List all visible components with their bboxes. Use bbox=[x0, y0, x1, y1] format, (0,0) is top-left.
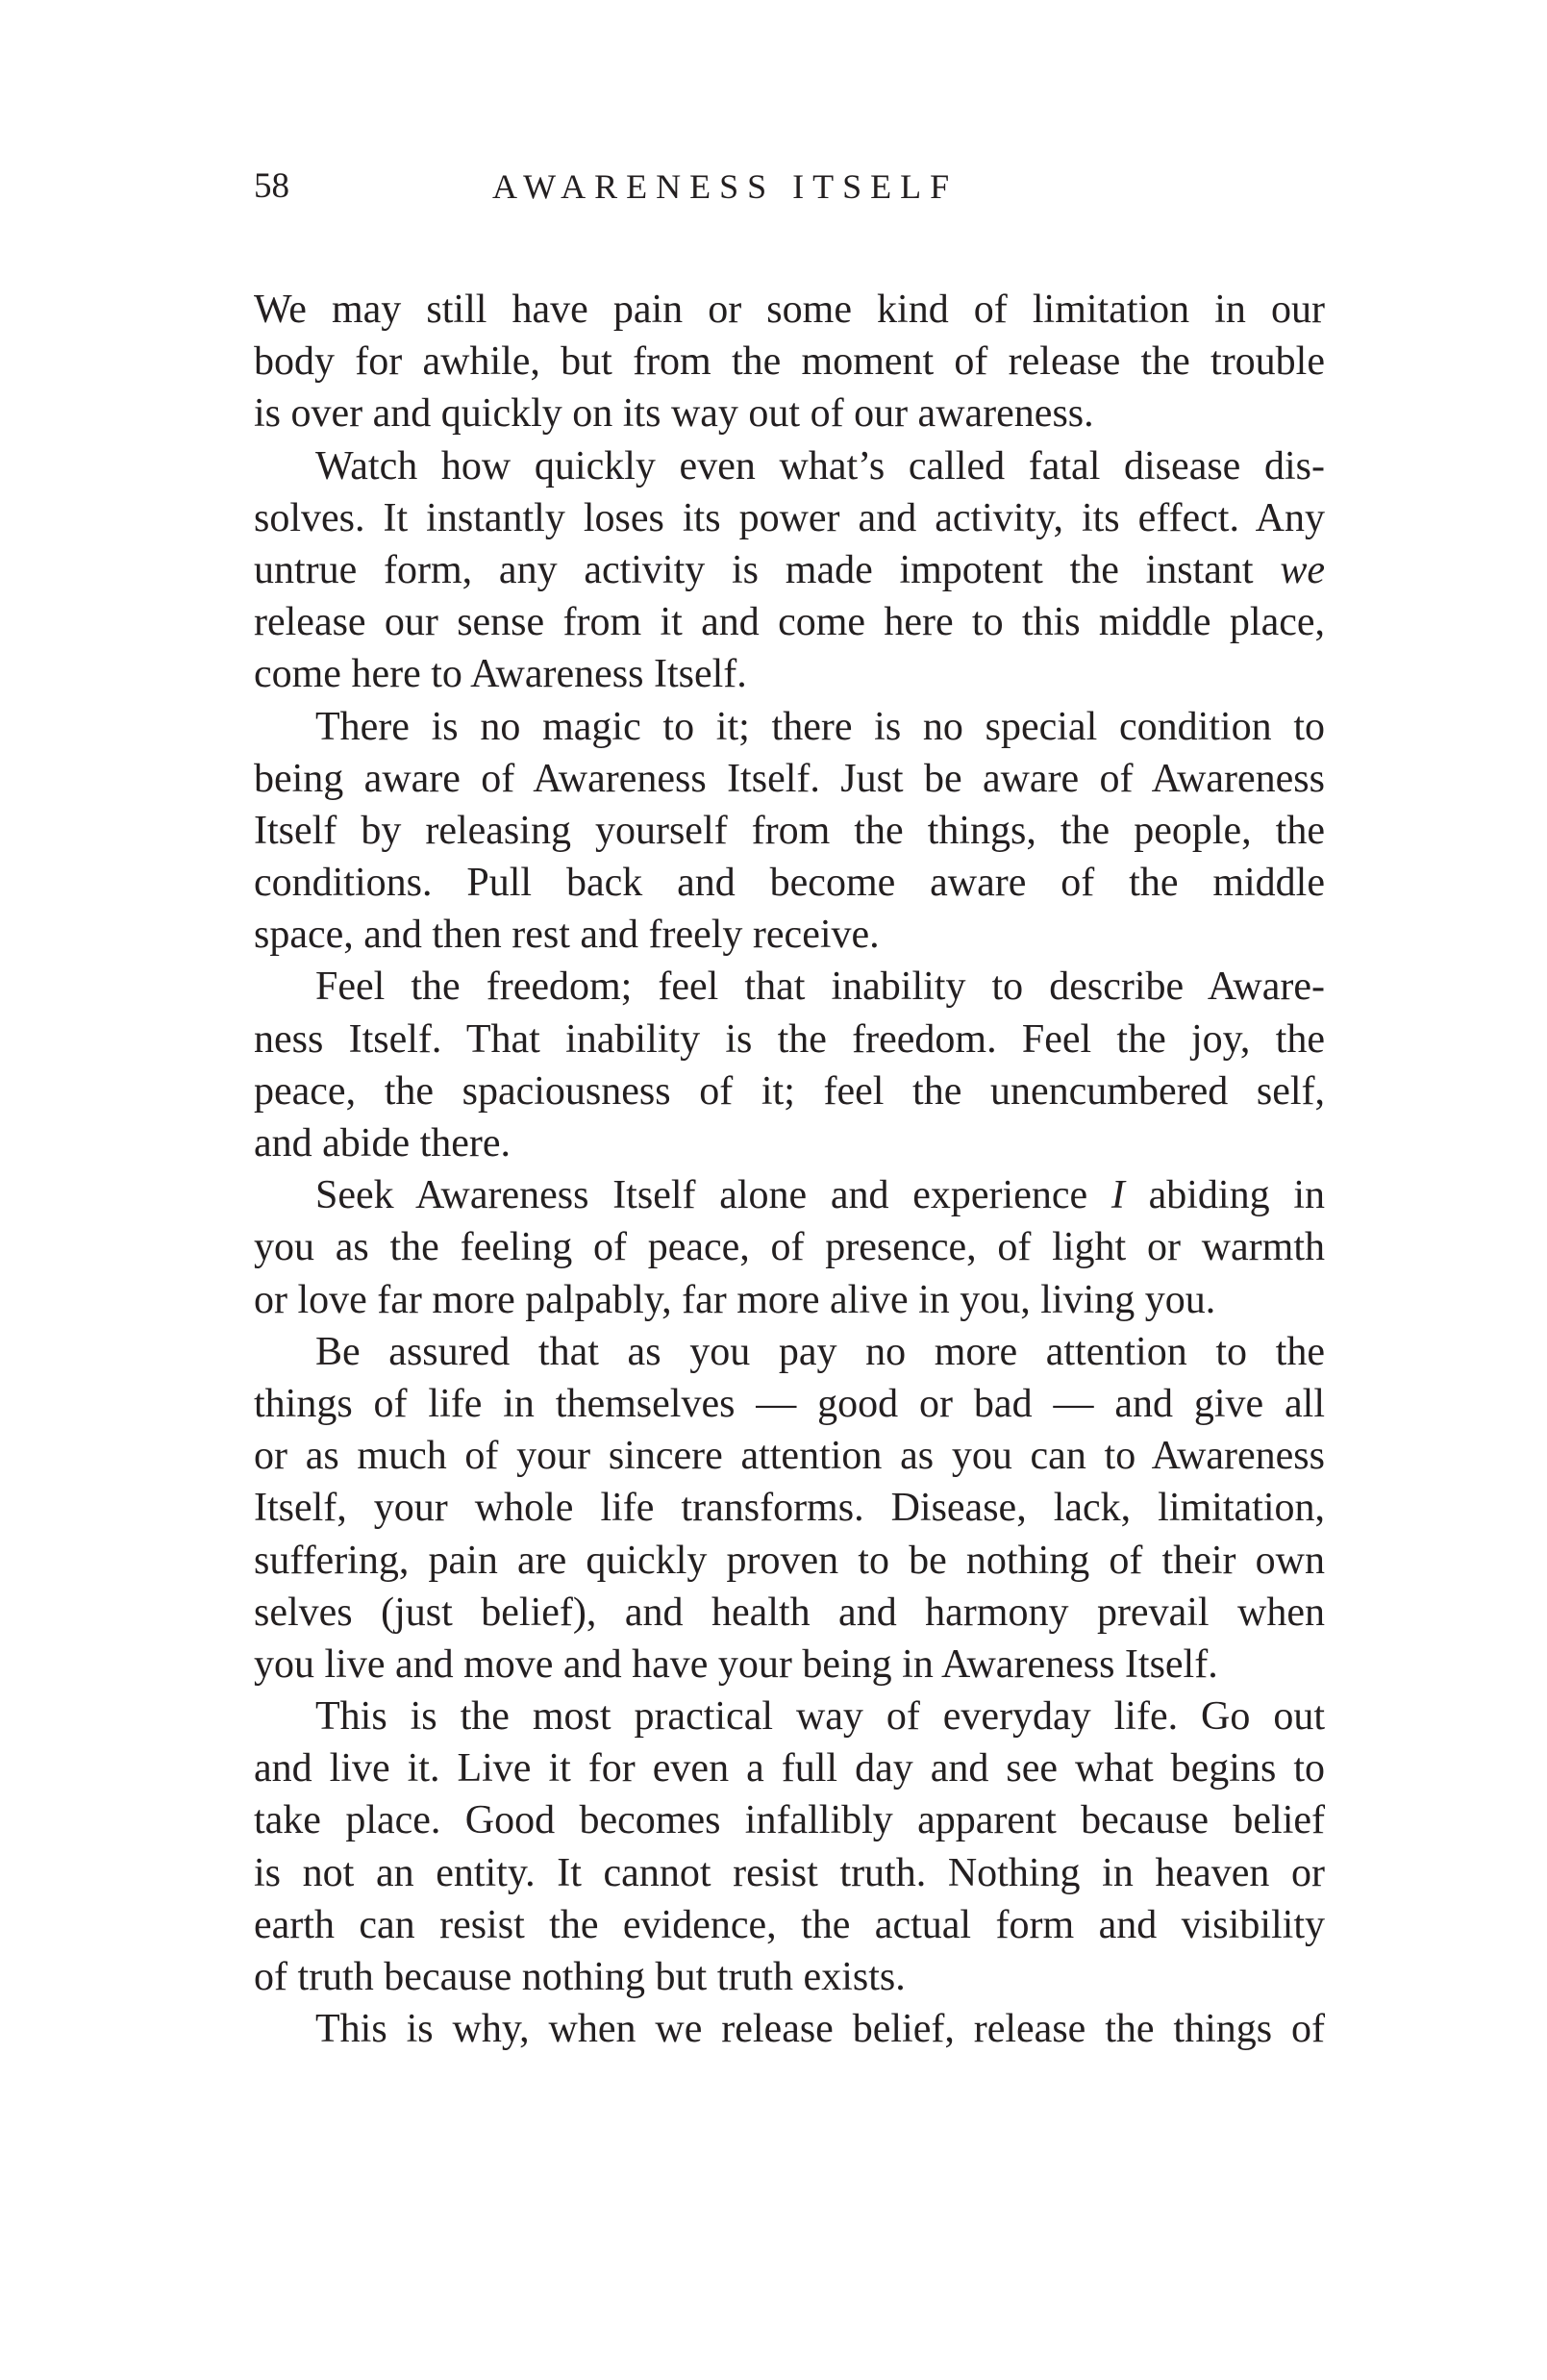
text-segment: space, and then rest and freely receive. bbox=[254, 913, 880, 958]
text-line bbox=[254, 596, 1325, 648]
text-line bbox=[254, 1482, 1325, 1534]
text-line bbox=[254, 1951, 1325, 2003]
text-segment: is not an entity. It cannot resist truth. Nothing in heaven or bbox=[254, 1850, 1325, 1895]
text-segment: body for awhile, but from the moment of release the trouble bbox=[254, 339, 1325, 385]
text-line bbox=[254, 544, 1325, 596]
text-segment: solves. It instantly loses its power and activity, its effect. Any bbox=[254, 495, 1325, 540]
text-segment: come here to Awareness Itself. bbox=[254, 652, 747, 697]
text-segment: and abide there. bbox=[254, 1121, 512, 1165]
text-segment: ness Itself. That inability is the freedom. Feel the joy, the bbox=[254, 1016, 1325, 1062]
paragraph-first-line bbox=[254, 961, 1325, 1013]
text-segment: take place. Good becomes infallibly apparent because belief bbox=[254, 1798, 1325, 1843]
text-segment: earth can resist the evidence, the actual form and visibility bbox=[254, 1902, 1325, 1947]
text-segment: you as the feeling of peace, of presence, of light or warmth bbox=[254, 1225, 1325, 1270]
text-segment: conditions. Pull back and become aware of the middle bbox=[254, 861, 1325, 906]
body-text bbox=[254, 284, 1325, 2055]
running-head bbox=[254, 165, 1331, 208]
paragraph-first-line bbox=[254, 1691, 1325, 1742]
text-line bbox=[254, 1639, 1325, 1691]
text-segment: selves (just belief), and health and harmony prevail when bbox=[254, 1590, 1325, 1635]
text-segment: Watch how quickly even what’s called fatal disease dis- bbox=[315, 443, 1325, 489]
text-line bbox=[254, 1117, 1325, 1169]
paragraph-first-line bbox=[254, 1169, 1325, 1221]
text-segment: suffering, pain are quickly proven to be nothing of their own bbox=[254, 1538, 1325, 1583]
running-title: AWARENESS ITSELF bbox=[492, 167, 959, 206]
text-line bbox=[254, 388, 1325, 439]
page-number: 58 bbox=[254, 166, 289, 206]
text-segment: Itself, your whole life transforms. Disease, lack, limitation, bbox=[254, 1486, 1325, 1531]
text-line bbox=[254, 1899, 1325, 1951]
text-line bbox=[254, 1430, 1325, 1482]
paragraph-first-line bbox=[254, 701, 1325, 753]
text-line bbox=[254, 1847, 1325, 1899]
text-line bbox=[254, 648, 1325, 700]
text-line bbox=[254, 909, 1325, 961]
text-line bbox=[254, 492, 1325, 544]
text-segment: Feel the freedom; feel that inability to describe Aware- bbox=[315, 965, 1325, 1010]
italic-emphasis: we bbox=[1280, 547, 1325, 592]
text-line bbox=[254, 1065, 1325, 1117]
text-segment: Itself by releasing yourself from the things, the people, the bbox=[254, 808, 1325, 853]
text-segment: We may still have pain or some kind of limitation in our bbox=[254, 288, 1325, 332]
paragraph-first-line bbox=[254, 440, 1325, 492]
text-segment: or love far more palpably, far more alive in you, living you. bbox=[254, 1277, 1216, 1322]
text-line bbox=[254, 1014, 1325, 1065]
text-line bbox=[254, 857, 1325, 909]
text-line bbox=[254, 284, 1325, 336]
text-line bbox=[254, 1587, 1325, 1639]
text-segment: of truth because nothing but truth exists. bbox=[254, 1955, 906, 1999]
text-segment: abiding in bbox=[1124, 1173, 1325, 1218]
text-segment: Seek Awareness Itself alone and experience bbox=[315, 1173, 1111, 1218]
text-line bbox=[254, 805, 1325, 857]
text-line bbox=[254, 1535, 1325, 1587]
text-line bbox=[254, 336, 1325, 388]
text-segment: being aware of Awareness Itself. Just be aware of Awareness bbox=[254, 756, 1325, 801]
text-line bbox=[254, 1221, 1325, 1273]
text-segment: There is no magic to it; there is no special condition to bbox=[315, 704, 1325, 749]
text-segment: and live it. Live it for even a full day and see what begins to bbox=[254, 1746, 1325, 1791]
text-segment: This is the most practical way of everyday life. Go out bbox=[315, 1694, 1325, 1740]
text-segment: peace, the spaciousness of it; feel the unencumbered self, bbox=[254, 1068, 1325, 1114]
italic-emphasis: I bbox=[1110, 1173, 1125, 1218]
paragraph-first-line bbox=[254, 1326, 1325, 1378]
text-segment: you live and move and have your being in Awareness Itself. bbox=[254, 1641, 1218, 1687]
text-segment: or as much of your sincere attention as you can to Awareness bbox=[254, 1434, 1325, 1479]
text-segment: things of life in themselves — good or bad — and give all bbox=[254, 1381, 1325, 1426]
text-line bbox=[254, 1274, 1325, 1326]
text-segment: This is why, when we release belief, release the things of bbox=[315, 2007, 1325, 2052]
text-line bbox=[254, 753, 1325, 805]
text-line bbox=[254, 1378, 1325, 1430]
paragraph-first-line bbox=[254, 2003, 1325, 2055]
text-segment: release our sense from it and come here to this middle place, bbox=[254, 600, 1325, 645]
text-segment: Be assured that as you pay no more attention to the bbox=[315, 1329, 1325, 1374]
text-line bbox=[254, 1794, 1325, 1846]
text-segment: is over and quickly on its way out of our awareness. bbox=[254, 391, 1094, 437]
text-segment: untrue form, any activity is made impotent the instant bbox=[254, 547, 1281, 592]
text-line bbox=[254, 1742, 1325, 1794]
